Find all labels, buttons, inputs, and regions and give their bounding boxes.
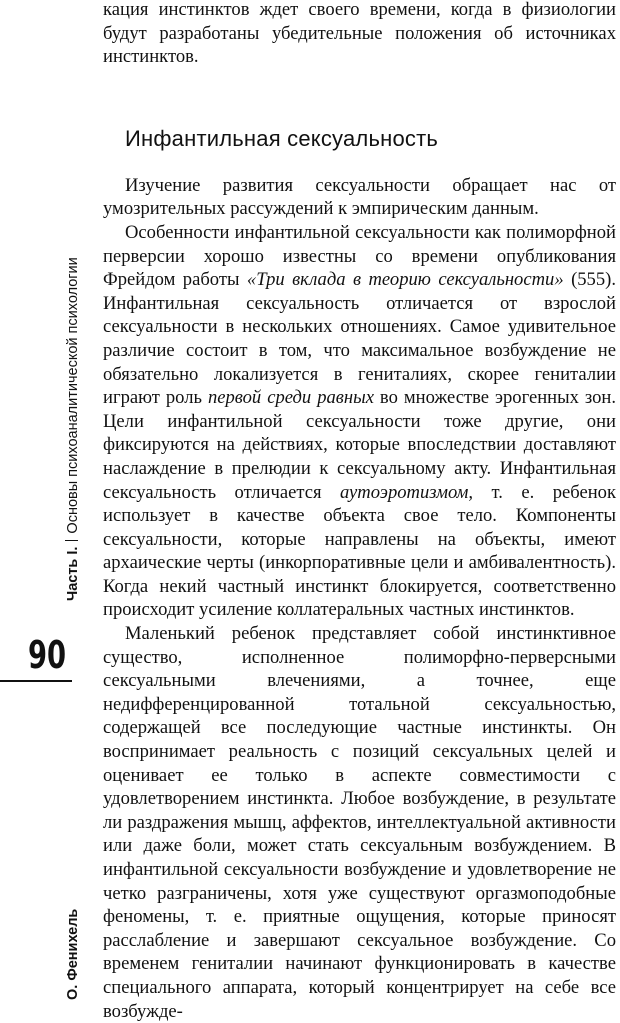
header-separator	[65, 540, 78, 541]
paragraph-2-text-1: Особенности инфантильной сексуальности как полиморфной перверсии хорошо известны со времени опубликования Фрейдом работы	[103, 221, 616, 291]
section-heading: Инфантильная сексуальность	[125, 125, 439, 151]
paragraph-2-text-4: т. е. ребенок использует в качестве объекта свое тело. Компоненты сексуальности, которые направлены на объекты, имеют архаические черты (инкорпоративные цели и амбивалентность). Когда некий частный инстинкт блокируется, соответственно происходит усиление коллатеральных частных инстинктов.	[103, 481, 616, 621]
paragraph-2-italic-title: «Три вклада в теорию сексуальности»	[246, 269, 564, 291]
paragraph-2-italic-phrase: первой среди равных	[207, 387, 374, 409]
paragraph-3: Маленький ребенок представляет собой инстинктивное существо, исполненное полиморфно-перверсными сексуальными влечениями, а точнее, еще недифференцированной тотальной сексуальностью, содержащей все последующие частные инстинкты. Он воспринимает реальность с позиций сексуальных целей и оценивает ее только в аспекте совместимости с удовлетворением инстинкта. Любое возбуждение, в результате ли раздражения мышц, аффектов, интеллектуальной активности или даже боли, может стать сексуальным возбуждением. В инфантильной сексуальности возбуждение и удовлетворение не четко разграничены, хотя уже существуют оргазмоподобные феномены, т. е. приятные ощущения, которые приносят расслабление и завершают сексуальное возбуждение. Со временем гениталии начинают функционировать в качестве специального аппарата, который концентрирует на себе все возбужде-	[103, 623, 616, 1022]
paragraph-2-italic-term: аутоэротизмом,	[339, 481, 474, 503]
paragraph-2-text-3: во множестве эрогенных зон. Цели инфантильной сексуальности тоже другие, они фиксируются на действиях, которые впоследствии доставляют наслаждение в прелюдии к сексуальному акту. Инфантильная сексуальность отличается	[103, 387, 616, 503]
book-title: Основы психоаналитической психологии	[65, 257, 81, 534]
paragraph-2	[103, 221, 616, 622]
running-header	[64, 181, 82, 601]
paragraph-continued: кация инстинктов ждет своего времени, когда в физиологии будут разработаны убедительные положения об источниках инстинктов.	[103, 0, 616, 68]
paragraph-1: Изучение развития сексуальности обращает нас от умозрительных рассуждений к эмпирическим данным.	[103, 174, 616, 220]
page-number-rule	[0, 680, 72, 682]
page-number: 90	[28, 633, 67, 677]
paragraph-2-text-2: (555). Инфантильная сексуальность отличается от взрослой сексуальности в нескольких отношениях. Самое удивительное различие состоит в том, что максимальное возбуждение не обязательно локализуется в гениталиях, скорее гениталии играют роль	[103, 269, 616, 409]
part-label: Часть I.	[65, 546, 81, 601]
page-body	[103, 0, 616, 1023]
running-footer-author: О. Фенихель	[65, 908, 81, 1000]
